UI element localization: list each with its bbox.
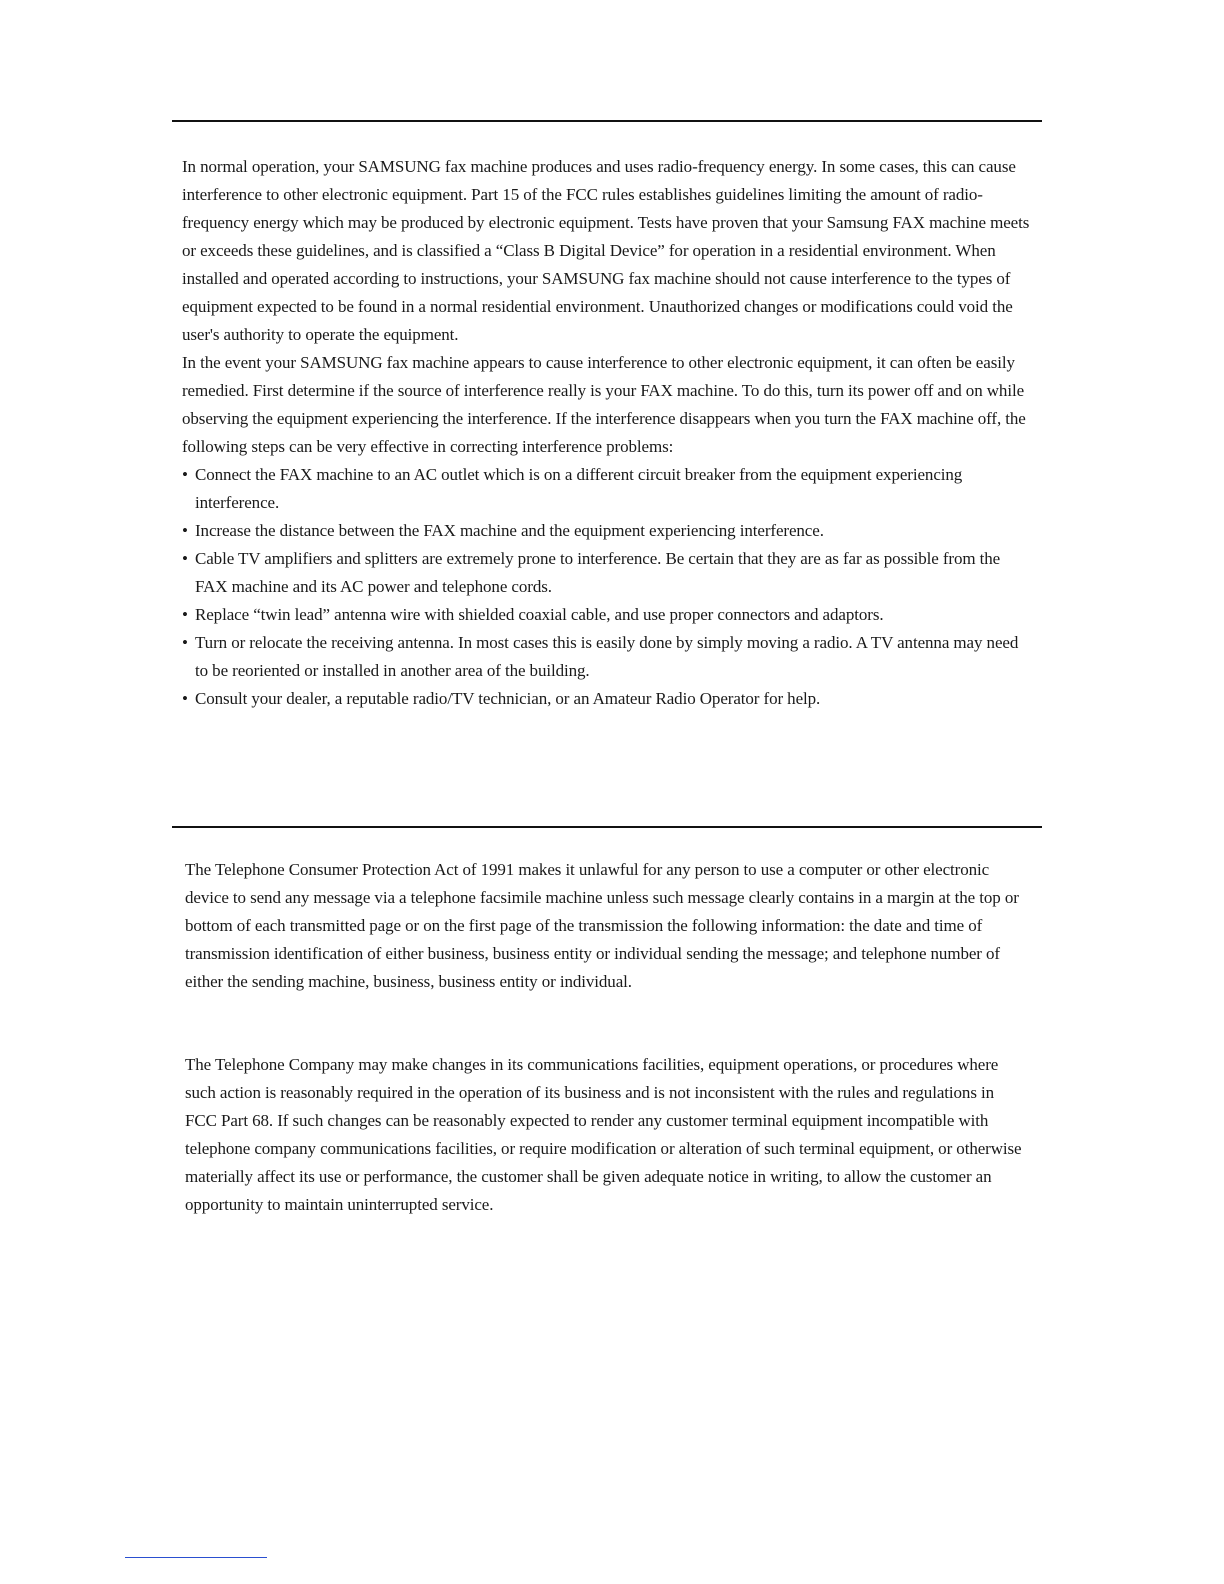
bullet-icon: • bbox=[182, 633, 188, 652]
section-divider-middle bbox=[172, 826, 1042, 828]
tcpa-paragraph: The Telephone Consumer Protection Act of 1991 makes it unlawful for any person to use a computer or other electronic device to send any message via a telephone facsimile machine unless such message clearly contains in a margin at the top or bottom of each transmitted page or on the first page of the transmission the following information: the date and time of transmission identification of either business, business entity or individual sending the message; and telephone number of either the sending machine, business, business entity or individual. bbox=[185, 860, 1019, 991]
list-item-text: Replace “twin lead” antenna wire with shielded coaxial cable, and use proper connectors and adaptors. bbox=[195, 605, 884, 624]
bullet-icon: • bbox=[182, 521, 188, 540]
list-item-text: Connect the FAX machine to an AC outlet which is on a different circuit breaker from the equipment experiencing interference. bbox=[195, 465, 963, 512]
section-divider-top bbox=[172, 120, 1042, 122]
list-item-text: Increase the distance between the FAX machine and the equipment experiencing interference. bbox=[195, 521, 824, 540]
footer-link-underline bbox=[125, 1557, 267, 1558]
telephone-company-section bbox=[185, 1051, 1025, 1219]
list-item bbox=[182, 629, 1032, 685]
bullet-icon: • bbox=[182, 689, 188, 708]
interference-remedy-list bbox=[182, 461, 1032, 713]
fcc-paragraph-2: In the event your SAMSUNG fax machine appears to cause interference to other electronic equipment, it can often be easily remedied. First determine if the source of interference really is your FAX machine. To do this, turn its power off and on while observing the equipment experiencing the interference. If the interference disappears when you turn the FAX machine off, the following steps can be very effective in correcting interference problems: bbox=[182, 353, 1026, 456]
list-item bbox=[182, 517, 1032, 545]
telco-paragraph: The Telephone Company may make changes in its communications facilities, equipment operations, or procedures where such action is reasonably required in the operation of its business and is not inconsistent with the rules and regulations in FCC Part 68. If such changes can be reasonably expected to render any customer terminal equipment incompatible with telephone company communications facilities, or require modification or alteration of such terminal equipment, or otherwise materially affect its use or performance, the customer shall be given adequate notice in writing, to allow the customer an opportunity to maintain uninterrupted service. bbox=[185, 1055, 1022, 1214]
bullet-icon: • bbox=[182, 605, 188, 624]
list-item bbox=[182, 685, 1032, 713]
list-item-text: Cable TV amplifiers and splitters are extremely prone to interference. Be certain that they are as far as possible from the FAX machine and its AC power and telephone cords. bbox=[195, 549, 1001, 596]
fcc-paragraph-1: In normal operation, your SAMSUNG fax machine produces and uses radio-frequency energy. In some cases, this can cause interference to other electronic equipment. Part 15 of the FCC rules establishes guidelines limiting the amount of radio-frequency energy which may be produced by electronic equipment. Tests have proven that your Samsung FAX machine meets or exceeds these guidelines, and is classified a “Class B Digital Device” for operation in a residential environment. When installed and operated according to instructions, your SAMSUNG fax machine should not cause interference to the types of equipment expected to be found in a normal residential environment. Unauthorized changes or modifications could void the user's authority to operate the equipment. bbox=[182, 157, 1030, 344]
list-item bbox=[182, 461, 1032, 517]
list-item-text: Turn or relocate the receiving antenna. In most cases this is easily done by simply moving a radio. A TV antenna may need to be reoriented or installed in another area of the building. bbox=[195, 633, 1019, 680]
list-item bbox=[182, 545, 1032, 601]
bullet-icon: • bbox=[182, 465, 188, 484]
fcc-interference-section bbox=[182, 153, 1032, 713]
list-item bbox=[182, 601, 1032, 629]
bullet-icon: • bbox=[182, 549, 188, 568]
tcpa-section bbox=[185, 856, 1025, 996]
list-item-text: Consult your dealer, a reputable radio/TV technician, or an Amateur Radio Operator for help. bbox=[195, 689, 821, 708]
